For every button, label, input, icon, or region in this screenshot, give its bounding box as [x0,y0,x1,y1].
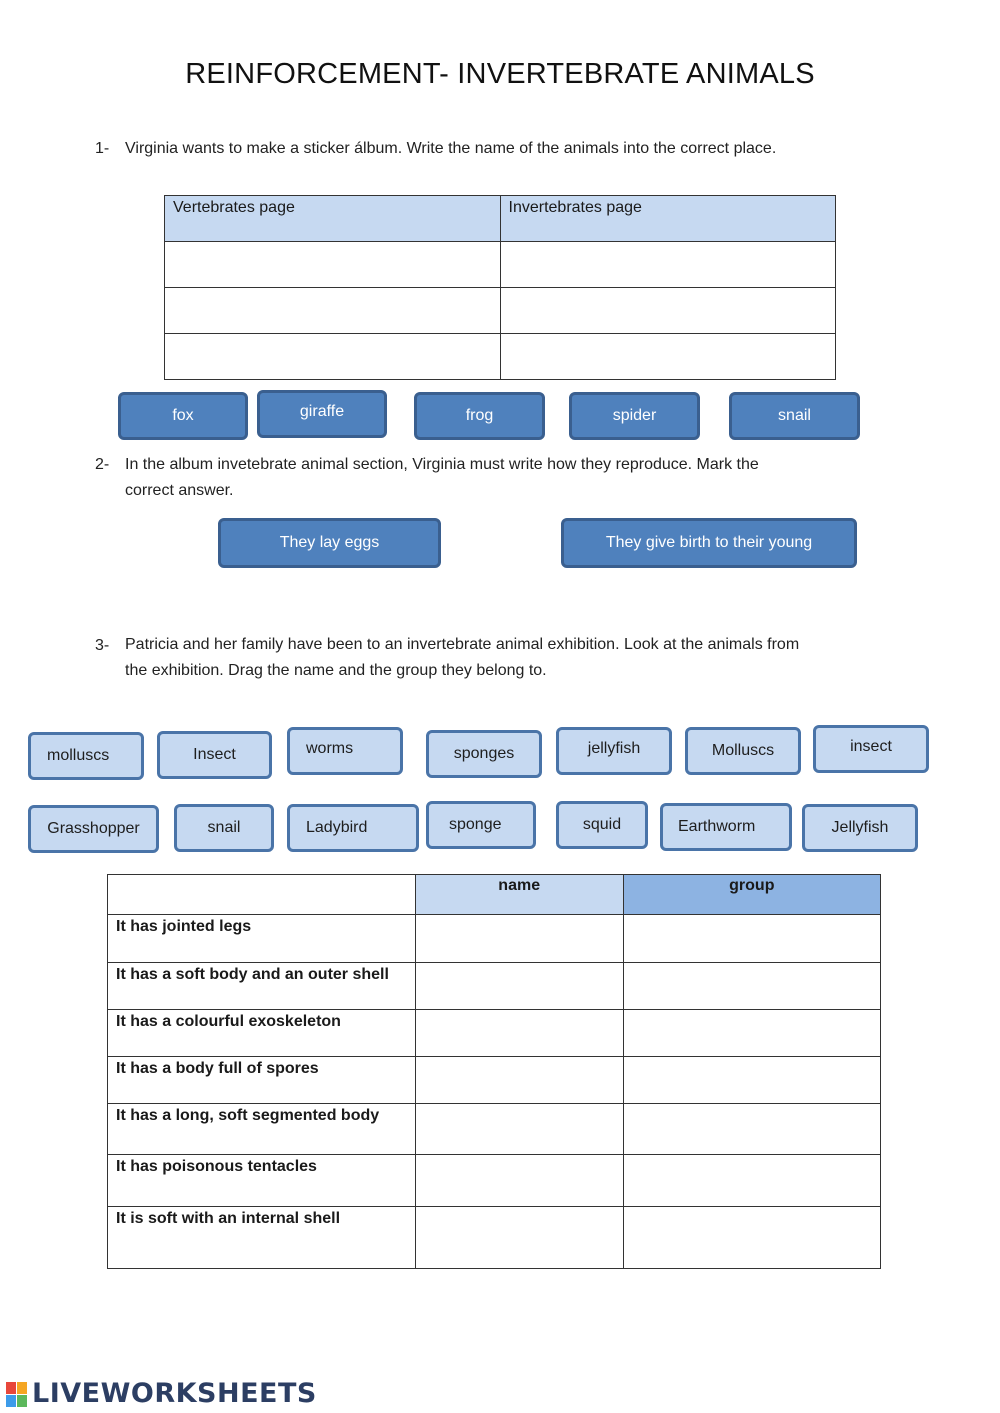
invertebrates-drop-cell[interactable] [500,288,836,334]
blank-header-cell [108,875,416,915]
question-1-number: 1- [95,140,110,157]
row-label: It has jointed legs [108,915,416,963]
vertebrates-drop-cell[interactable] [165,334,501,380]
name-drop-cell[interactable] [415,1010,623,1057]
question-2-text-line2: correct answer. [125,482,234,499]
drag-tile[interactable]: Jellyfish [802,804,918,852]
question-1-text: Virginia wants to make a sticker álbum. Write the name of the animals into the correct place. [125,140,777,157]
name-drop-cell[interactable] [415,1057,623,1104]
drag-tile[interactable]: squid [556,801,648,849]
classification-table [107,874,881,1269]
question-2-number: 2- [95,456,110,473]
drag-tile[interactable]: jellyfish [556,727,672,775]
row-label: It has a colourful exoskeleton [108,1010,416,1057]
drag-tile[interactable]: sponges [426,730,542,778]
row-label: It has a body full of spores [108,1057,416,1104]
name-header: name [415,875,623,915]
group-drop-cell[interactable] [623,963,880,1010]
drag-tile[interactable]: Earthworm [660,803,792,851]
group-drop-cell[interactable] [623,915,880,963]
invertebrates-drop-cell[interactable] [500,334,836,380]
drag-tile[interactable]: Ladybird [287,804,419,852]
question-3-text-line2: the exhibition. Drag the name and the group they belong to. [125,662,547,679]
group-drop-cell[interactable] [623,1104,880,1155]
drag-tile[interactable]: Molluscs [685,727,801,775]
vertebrates-header: Vertebrates page [165,196,501,242]
animal-tile-snail[interactable]: snail [729,392,860,440]
group-drop-cell[interactable] [623,1207,880,1269]
answer-lay-eggs-button[interactable]: They lay eggs [218,518,441,568]
name-drop-cell[interactable] [415,963,623,1010]
drag-tile[interactable]: worms [287,727,403,775]
drag-tile[interactable]: sponge [426,801,536,849]
page-title: REINFORCEMENT- INVERTEBRATE ANIMALS [185,58,815,90]
vertebrates-drop-cell[interactable] [165,242,501,288]
invertebrates-header: Invertebrates page [500,196,836,242]
name-drop-cell[interactable] [415,1207,623,1269]
group-drop-cell[interactable] [623,1057,880,1104]
group-drop-cell[interactable] [623,1010,880,1057]
name-drop-cell[interactable] [415,1104,623,1155]
liveworksheets-logo [6,1378,317,1409]
animal-tile-frog[interactable]: frog [414,392,545,440]
row-label: It is soft with an internal shell [108,1207,416,1269]
invertebrates-drop-cell[interactable] [500,242,836,288]
row-label: It has a soft body and an outer shell [108,963,416,1010]
question-3-text-line1: Patricia and her family have been to an invertebrate animal exhibition. Look at the animals from [125,636,800,653]
group-drop-cell[interactable] [623,1155,880,1207]
sticker-album-table [164,195,836,380]
name-drop-cell[interactable] [415,915,623,963]
animal-tile-giraffe[interactable]: giraffe [257,390,387,438]
drag-tile[interactable]: Grasshopper [28,805,159,853]
name-drop-cell[interactable] [415,1155,623,1207]
vertebrates-drop-cell[interactable] [165,288,501,334]
logo-blocks-icon [6,1380,30,1408]
drag-tile[interactable]: insect [813,725,929,773]
logo-text: LIVEWORKSHEETS [32,1378,317,1409]
row-label: It has a long, soft segmented body [108,1104,416,1155]
question-3-number: 3- [95,637,110,654]
row-label: It has poisonous tentacles [108,1155,416,1207]
drag-tile[interactable]: snail [174,804,274,852]
question-2-text-line1: In the album invetebrate animal section, Virginia must write how they reproduce. Mark the [125,456,759,473]
answer-give-birth-button[interactable]: They give birth to their young [561,518,857,568]
animal-tile-spider[interactable]: spider [569,392,700,440]
animal-tile-fox[interactable]: fox [118,392,248,440]
group-header: group [623,875,880,915]
drag-tile[interactable]: molluscs [28,732,144,780]
drag-tile[interactable]: Insect [157,731,272,779]
